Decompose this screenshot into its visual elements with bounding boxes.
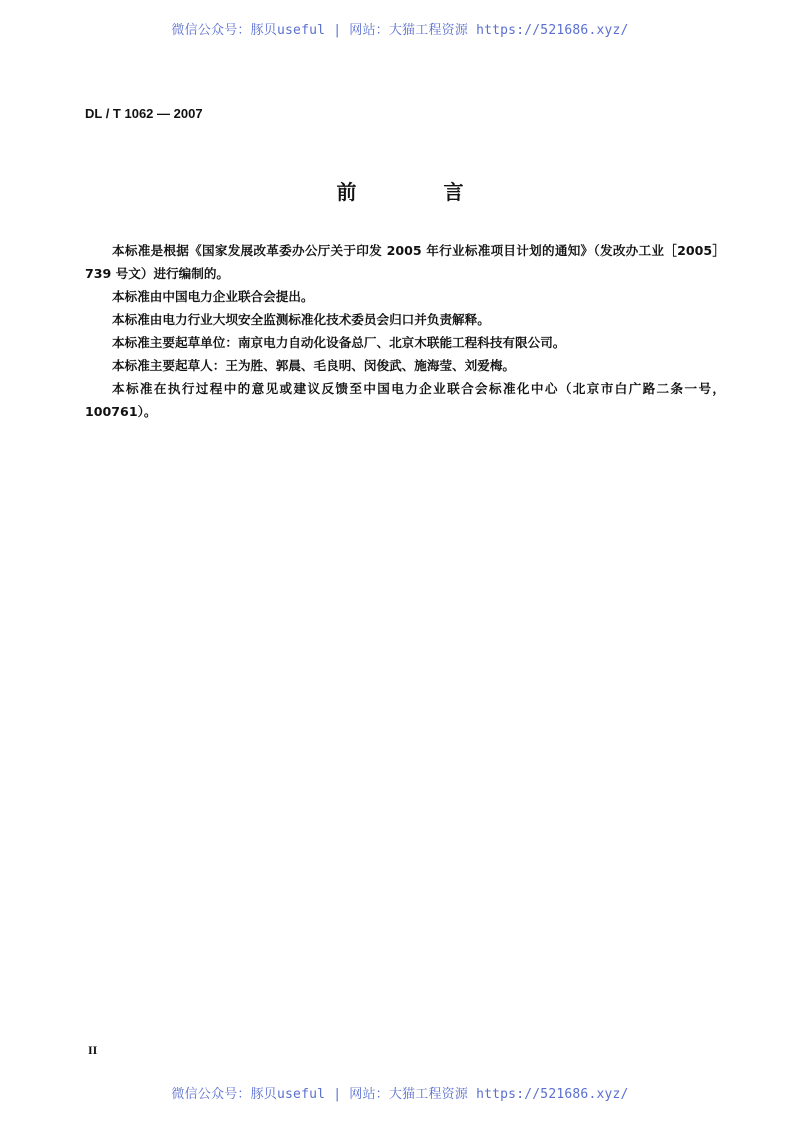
paragraph: 本标准主要起草人：王为胜、郭晨、毛良明、闵俊武、施海莹、刘爱梅。 <box>112 358 515 373</box>
paragraph: 本标准在执行过程中的意见或建议反馈至中国电力企业联合会标准化中心（北京市白广路二条一号，100761）。 <box>85 381 725 419</box>
watermark-top: 微信公众号：豚贝useful | 网站：大猫工程资源 https://521686.xyz/ <box>171 23 629 38</box>
paragraph: 本标准由电力行业大坝安全监测标准化技术委员会归口并负责解释。 <box>112 312 490 327</box>
page-number: II <box>88 1043 98 1057</box>
foreword-body <box>85 239 725 423</box>
paragraph: 本标准由中国电力企业联合会提出。 <box>112 289 314 304</box>
page-title: 前 言 <box>336 180 504 204</box>
standard-code: DL / T 1062 — 2007 <box>85 106 203 121</box>
paragraph: 本标准是根据《国家发展改革委办公厅关于印发 2005 年行业标准项目计划的通知》（发改办工业［2005］739 号文）进行编制的。 <box>85 243 725 281</box>
paragraph: 本标准主要起草单位：南京电力自动化设备总厂、北京木联能工程科技有限公司。 <box>112 335 566 350</box>
watermark-bottom: 微信公众号：豚贝useful | 网站：大猫工程资源 https://521686.xyz/ <box>171 1087 629 1102</box>
